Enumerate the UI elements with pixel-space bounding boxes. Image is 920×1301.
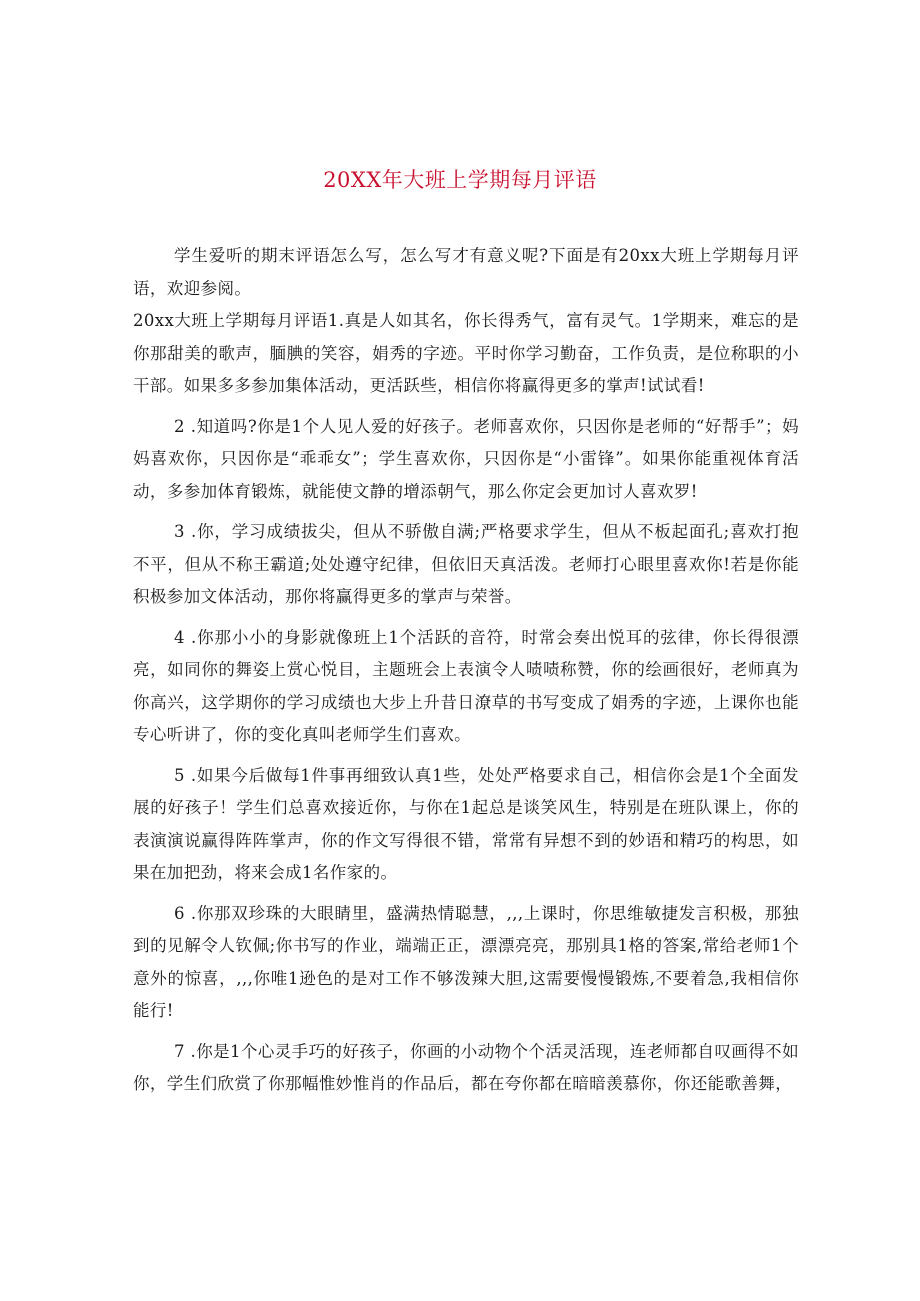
paragraph-comment-4: 4 .你那小小的身影就像班上1个活跃的音符，时常会奏出悦耳的弦律，你长得很漂亮，如同你的舞姿上赏心悦目，主题班会上表演令人啧啧称赞，你的绘画很好，老师真为你高兴，这学期你的学习成绩也大步上升昔日潦草的书写变成了娟秀的字迹，上课你也能专心听讲了，你的变化真叫老师学生们喜欢。 [133,627,799,744]
paragraph-comment-6: 6 .你那双珍珠的大眼睛里，盛满热情聪慧，,,,上课时，你思维敏捷发言积极，那独到的见解令人钦佩;你书写的作业，端端正正，漂漂亮亮，那别具1格的答案,常给老师1个意外的惊喜，,,,你唯1逊色的是对工作不够泼辣大胆,这需要慢慢锻炼,不要着急,我相信你能行! [133,903,799,1020]
paragraph-comment-2: 2 .知道吗?你是1个人见人爱的好孩子。老师喜欢你，只因你是老师的“好帮手”；妈妈喜欢你，只因你是“乖乖女”；学生喜欢你，只因你是“小雷锋”。如果你能重视体育活动，多参加体育锻炼，就能使文静的增添朝气，那么你定会更加讨人喜欢罗! [133,416,799,501]
paragraph-comment-7: 7 .你是1个心灵手巧的好孩子，你画的小动物个个活灵活现，连老师都自叹画得不如你，学生们欣赏了你那幅惟妙惟肖的作品后，都在夸你都在暗暗羡慕你，你还能歌善舞， [133,1041,799,1093]
document-title: 20XX年大班上学期每月评语 [323,168,597,192]
paragraph-comment-5: 5 .如果今后做每1件事再细致认真1些，处处严格要求自己，相信你会是1个全面发展的好孩子！学生们总喜欢接近你，与你在1起总是谈笑风生，特别是在班队课上，你的表演演说赢得阵阵掌声，你的作文写得很不错，常常有异想不到的妙语和精巧的构思，如果在加把劲，将来会成1名作家的。 [133,765,799,882]
paragraph-comment-1: 20xx大班上学期每月评语1.真是人如其名，你长得秀气，富有灵气。1学期来，难忘的是你那甜美的歌声，腼腆的笑容，娟秀的字迹。平时你学习勤奋，工作负责，是位称职的小干部。如果多多参加集体活动，更活跃些，相信你将赢得更多的掌声!试试看! [133,311,799,395]
paragraph-comment-3: 3 .你，学习成绩拔尖，但从不骄傲自满;严格要求学生，但从不板起面孔;喜欢打抱不平，但从不称王霸道;处处遵守纪律，但依旧天真活泼。老师打心眼里喜欢你!若是你能积极参加文体活动，那你将赢得更多的掌声与荣誉。 [133,522,799,606]
paragraph-intro: 学生爱听的期末评语怎么写，怎么写才有意义呢?下面是有20xx大班上学期每月评语，欢迎参阅。 [133,246,799,298]
document-body [133,240,799,1101]
